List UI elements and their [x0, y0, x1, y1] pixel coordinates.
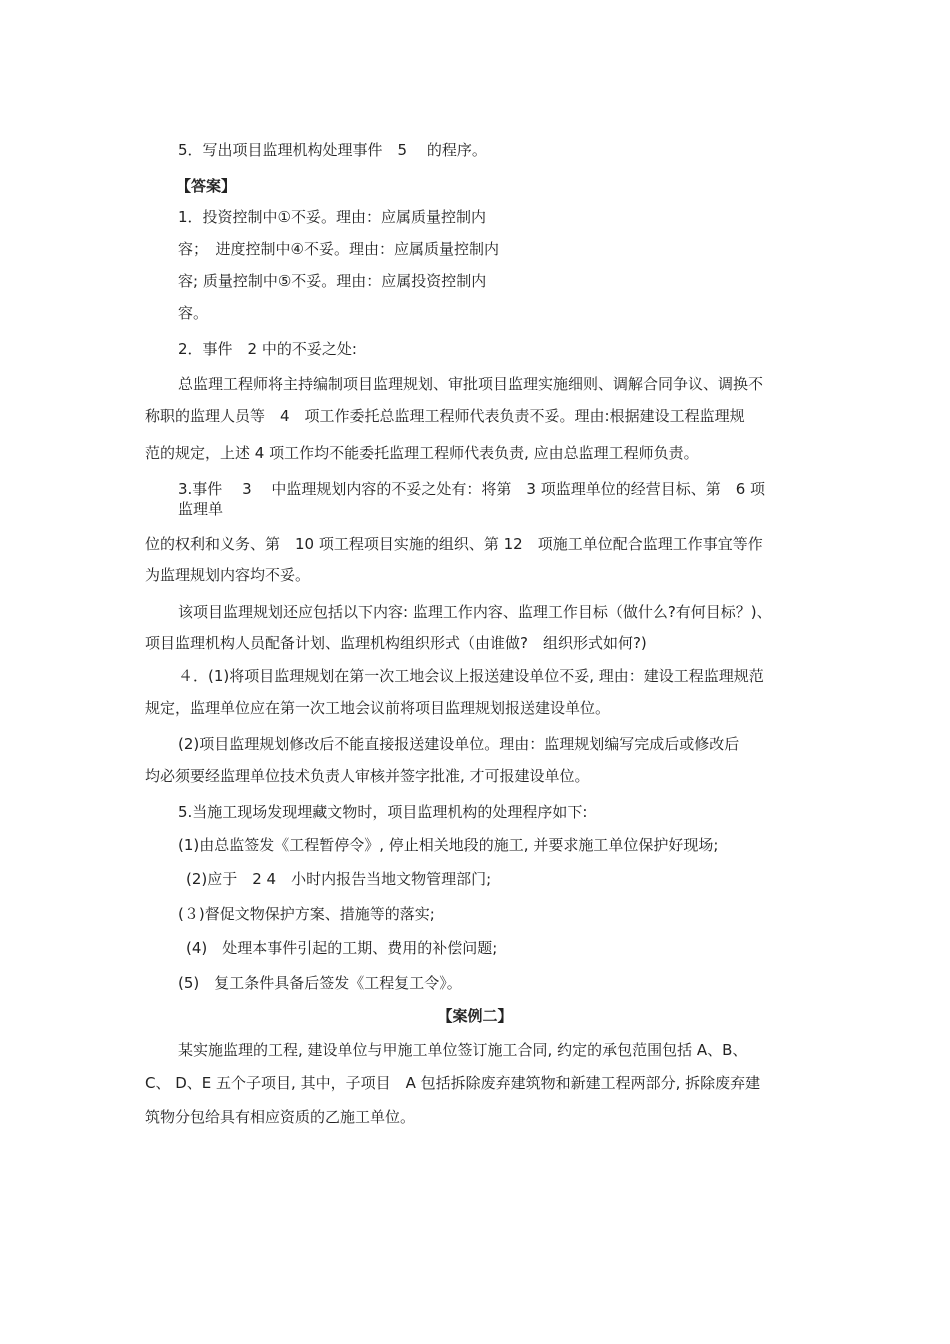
case-two-line-1: 某实施监理的工程, 建设单位与甲施工单位签订施工合同, 约定的承包范围包括 A、B、	[178, 1041, 748, 1059]
answer-2-line-3: 范的规定，上述 4 项工作均不能委托监理工程师代表负责, 应由总监理工程师负责。	[145, 444, 699, 462]
answer-5-heading: 5.当施工现场发现埋藏文物时，项目监理机构的处理程序如下:	[178, 803, 588, 821]
question-5-line: 5．写出项目监理机构处理事件 5 的程序。	[178, 141, 487, 159]
answer-4-line-3: (2)项目监理规划修改后不能直接报送建设单位。理由：监理规划编写完成后或修改后	[178, 735, 740, 753]
answer-heading: 【答案】	[176, 177, 237, 195]
answer-3-line-1: 3.事件 3 中监理规划内容的不妥之处有：将第 3 项监理单位的经营目标、第 6 项	[178, 480, 766, 498]
answer-3-line-4: 该项目监理规划还应包括以下内容: 监理工作内容、监理工作目标（做什么?有何目标？)、	[178, 603, 772, 621]
answer-2-line-2: 称职的监理人员等 4 项工作委托总监理工程师代表负责不妥。理由:根据建设工程监理规	[145, 407, 745, 425]
answer-4-line-4: 均必须要经监理单位技术负责人审核并签字批准, 才可报建设单位。	[145, 767, 590, 785]
answer-4-line-1: ４．(1)将项目监理规划在第一次工地会议上报送建设单位不妥, 理由：建设工程监理规范	[178, 667, 764, 685]
answer-1-line-1: 1．投资控制中①不妥。理由：应属质量控制内	[178, 208, 486, 226]
answer-2-line-1: 总监理工程师将主持编制项目监理规划、审批项目监理实施细则、调解合同争议、调换不	[178, 375, 764, 393]
answer-3-line-3: 为监理规划内容均不妥。	[145, 566, 311, 584]
answer-1-line-3: 容; 质量控制中⑤不妥。理由：应属投资控制内	[178, 272, 487, 290]
answer-5-step-1: (1)由总监签发《工程暂停令》, 停止相关地段的施工, 并要求施工单位保护好现场;	[178, 836, 719, 854]
answer-3-line-5: 项目监理机构人员配备计划、监理机构组织形式（由谁做? 组织形式如何?)	[145, 634, 647, 652]
answer-4-line-2: 规定，监理单位应在第一次工地会议前将项目监理规划报送建设单位。	[145, 699, 611, 717]
answer-2-heading: 2．事件 2 中的不妥之处:	[178, 340, 357, 358]
answer-3-line-2: 位的权利和义务、第 10 项工程项目实施的组织、第 12 项施工单位配合监理工作事宜等作	[145, 535, 763, 553]
case-two-line-3: 筑物分包给具有相应资质的乙施工单位。	[145, 1108, 416, 1126]
case-two-heading: 【案例二】	[437, 1007, 513, 1025]
answer-1-line-2: 容； 进度控制中④不妥。理由：应属质量控制内	[178, 240, 499, 258]
case-two-line-2: C、 D、E 五个子项目, 其中，子项目 A 包括拆除废弃建筑物和新建工程两部分, 拆除废弃建	[145, 1074, 761, 1092]
answer-3-line-1-wrap: 监理单	[178, 500, 224, 518]
answer-5-step-4: (4) 处理本事件引起的工期、费用的补偿问题;	[186, 939, 498, 957]
answer-5-step-2: (2)应于 2 4 小时内报告当地文物管理部门;	[186, 870, 492, 888]
answer-5-step-3: (３)督促文物保护方案、措施等的落实;	[178, 905, 435, 923]
answer-5-step-5: (5) 复工条件具备后签发《工程复工令》。	[178, 974, 462, 992]
answer-1-line-4: 容。	[178, 304, 209, 322]
